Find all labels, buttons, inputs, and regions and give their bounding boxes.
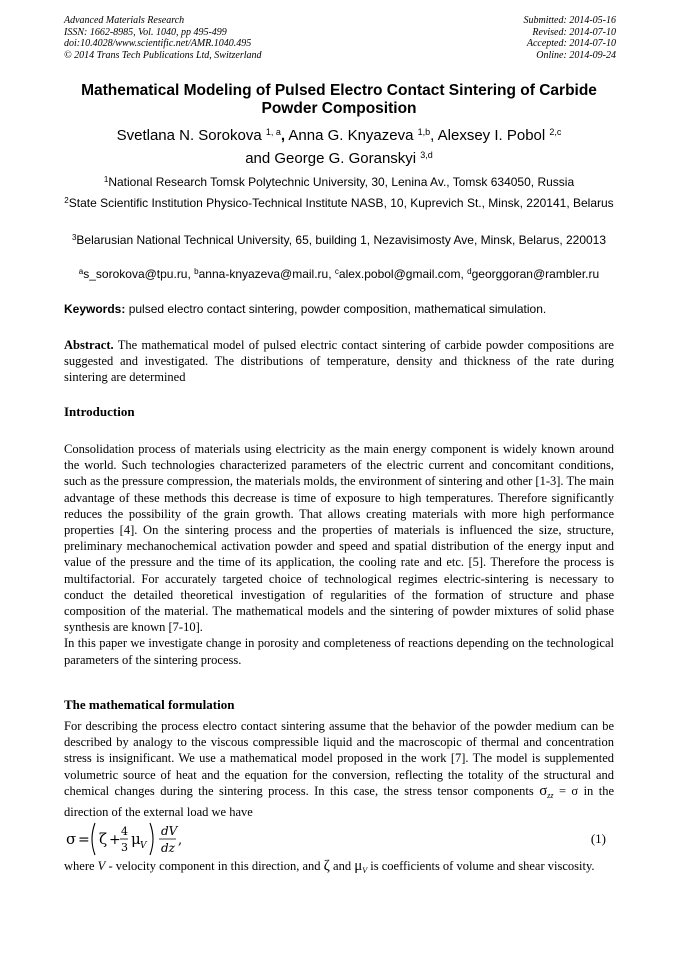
paper-title: Mathematical Modeling of Pulsed Electro Contact Sintering of Carbide Powder Composition bbox=[81, 82, 597, 117]
svg-text:3: 3 bbox=[121, 841, 128, 854]
email-d: $^d$georggoran@rambler.ru bbox=[467, 267, 600, 281]
email-c: $^c$alex.pobol@gmail.com, bbox=[334, 267, 464, 281]
abstract bbox=[64, 337, 614, 385]
keywords-text: pulsed electro contact sintering, powder composition, mathematical simulation. bbox=[128, 302, 547, 316]
introduction-heading: Introduction bbox=[64, 404, 135, 419]
svg-text:σ: σ bbox=[66, 830, 77, 848]
affiliation-2: $^2$State Scientific Institution Physico-Technical Institute NASB, 10, Kuprevich St., Minsk, 220141, Belarus bbox=[64, 196, 614, 210]
email-a: $^a$s_sorokova@tpu.ru, bbox=[78, 267, 191, 281]
journal-header-left bbox=[64, 15, 262, 61]
svg-text:ζ: ζ bbox=[99, 830, 108, 848]
equation-1-formula bbox=[64, 819, 264, 859]
online-date: Online: 2014-09-24 bbox=[536, 49, 616, 61]
svg-text:4: 4 bbox=[121, 825, 128, 838]
accepted-date: Accepted: 2014-07-10 bbox=[526, 38, 616, 49]
abstract-text: The mathematical model of pulsed electric contact sintering of carbide powder compositions are suggested and investigated. The distributions of temperature, density and thickness of the rate during sintering are determined bbox=[64, 338, 614, 384]
submitted-date: Submitted: 2014-05-16 bbox=[523, 15, 616, 26]
author-1: Svetlana N. Sorokova $^{1, a}$, bbox=[116, 127, 286, 144]
equation-1 bbox=[64, 819, 614, 859]
svg-text:dz: dz bbox=[161, 841, 176, 855]
journal-header-right bbox=[524, 15, 617, 61]
formulation-body bbox=[64, 718, 614, 820]
email-list bbox=[58, 267, 620, 283]
affiliation-1: $^1$National Research Tomsk Polytechnic University, 30, Lenina Av., Tomsk 634050, Russia bbox=[103, 175, 575, 189]
formulation-paragraph-2: where V - velocity component in this direction, and ζ and $\mu_V$ is coefficients of volume and shear viscosity. bbox=[64, 858, 595, 875]
svg-text:+: + bbox=[109, 832, 121, 848]
doi-line: doi:10.4028/www.scientific.net/AMR.1040.495 bbox=[64, 38, 252, 49]
keywords-label: Keywords: bbox=[64, 302, 126, 316]
author-2: Anna G. Knyazeva $^{1,b}$, bbox=[288, 127, 435, 144]
issn-line: ISSN: 1662-8985, Vol. 1040, pp 495-499 bbox=[64, 26, 227, 38]
author-list bbox=[64, 124, 614, 170]
formulation-paragraph-1: For describing the process electro contact sintering assume that the behavior of the powder medium can be described by analogy to the viscous compressible liquid and the macroscopic of thermal and concentration stress is insignificant. We use a mathematical model proposed in the work [7]. The model is supplemented volumetric source of heat and the equation for the conversion, reflecting the totality of the structural and chemical changes during the sintering process. In this case, the stress tensor components $\sigma_{zz} = \sigma$ in the direction of the external load we have bbox=[64, 719, 614, 820]
author-3: Alexsey I. Pobol $^{2,c}$ bbox=[437, 127, 562, 144]
svg-text:=: = bbox=[78, 832, 90, 848]
copyright-line: © 2014 Trans Tech Publications Ltd, Switzerland bbox=[64, 49, 262, 61]
zeta-symbol: ζ bbox=[323, 858, 330, 874]
affiliation-3: $^3$Belarusian National Technical University, 65, building 1, Nezavisimosty Ave, Minsk, Belarus, 220013 bbox=[71, 233, 607, 247]
author-4: and George G. Goranskyi $^{3,d}$ bbox=[245, 150, 433, 167]
stress-symbol: σ bbox=[539, 782, 548, 799]
formulation-body-2 bbox=[64, 858, 614, 879]
svg-text:μ: μ bbox=[131, 830, 141, 848]
introduction-paragraph-2: In this paper we investigate change in porosity and completeness of reactions depending on the technological parameters of the sintering process. bbox=[64, 636, 614, 667]
equation-1-number: (1) bbox=[590, 831, 606, 846]
revised-date: Revised: 2014-07-10 bbox=[532, 26, 616, 38]
abstract-label: Abstract. bbox=[64, 338, 114, 352]
mu-symbol: μ bbox=[354, 858, 363, 874]
introduction-paragraph-1: Consolidation process of materials using electricity as the main energy component is widely known around the world. Such technologies characterized parameters of the electric current and concomitant conditions, such as the pressure compression, the materials molds, the environment of sintering and other [1-3]. The main advantage of these methods this decrease is time of exposure to high temperatures. Therefore significantly reduces the possibility of the grain growth. That allows creating materials with more high performance properties [4]. On the sintering process and the properties of materials is influenced the size, structure, preliminary mechanochemical activation powder and speed and spatial distribution of the energy input and value of the pressure and the time of its application, the cooling rate and etc. [5]. Therefore the process is multifactorial. For accurately targeted choice of technological regimes electric-sintering is necessary to conduct the detailed theoretical investigation of regularities of the formation of structure and phase composition of the material. The mathematical models and the sintering of powder mixtures of solid phase synthesis are known [7-10]. bbox=[64, 442, 614, 635]
introduction-body bbox=[64, 441, 614, 668]
svg-text:dV: dV bbox=[161, 824, 178, 838]
keywords bbox=[64, 302, 614, 317]
formulation-heading: The mathematical formulation bbox=[64, 697, 235, 712]
email-b: $^b$anna-knyazeva@mail.ru, bbox=[194, 267, 332, 281]
journal-name: Advanced Materials Research bbox=[64, 15, 185, 26]
svg-text:,: , bbox=[178, 833, 183, 848]
svg-text:V: V bbox=[140, 841, 147, 851]
